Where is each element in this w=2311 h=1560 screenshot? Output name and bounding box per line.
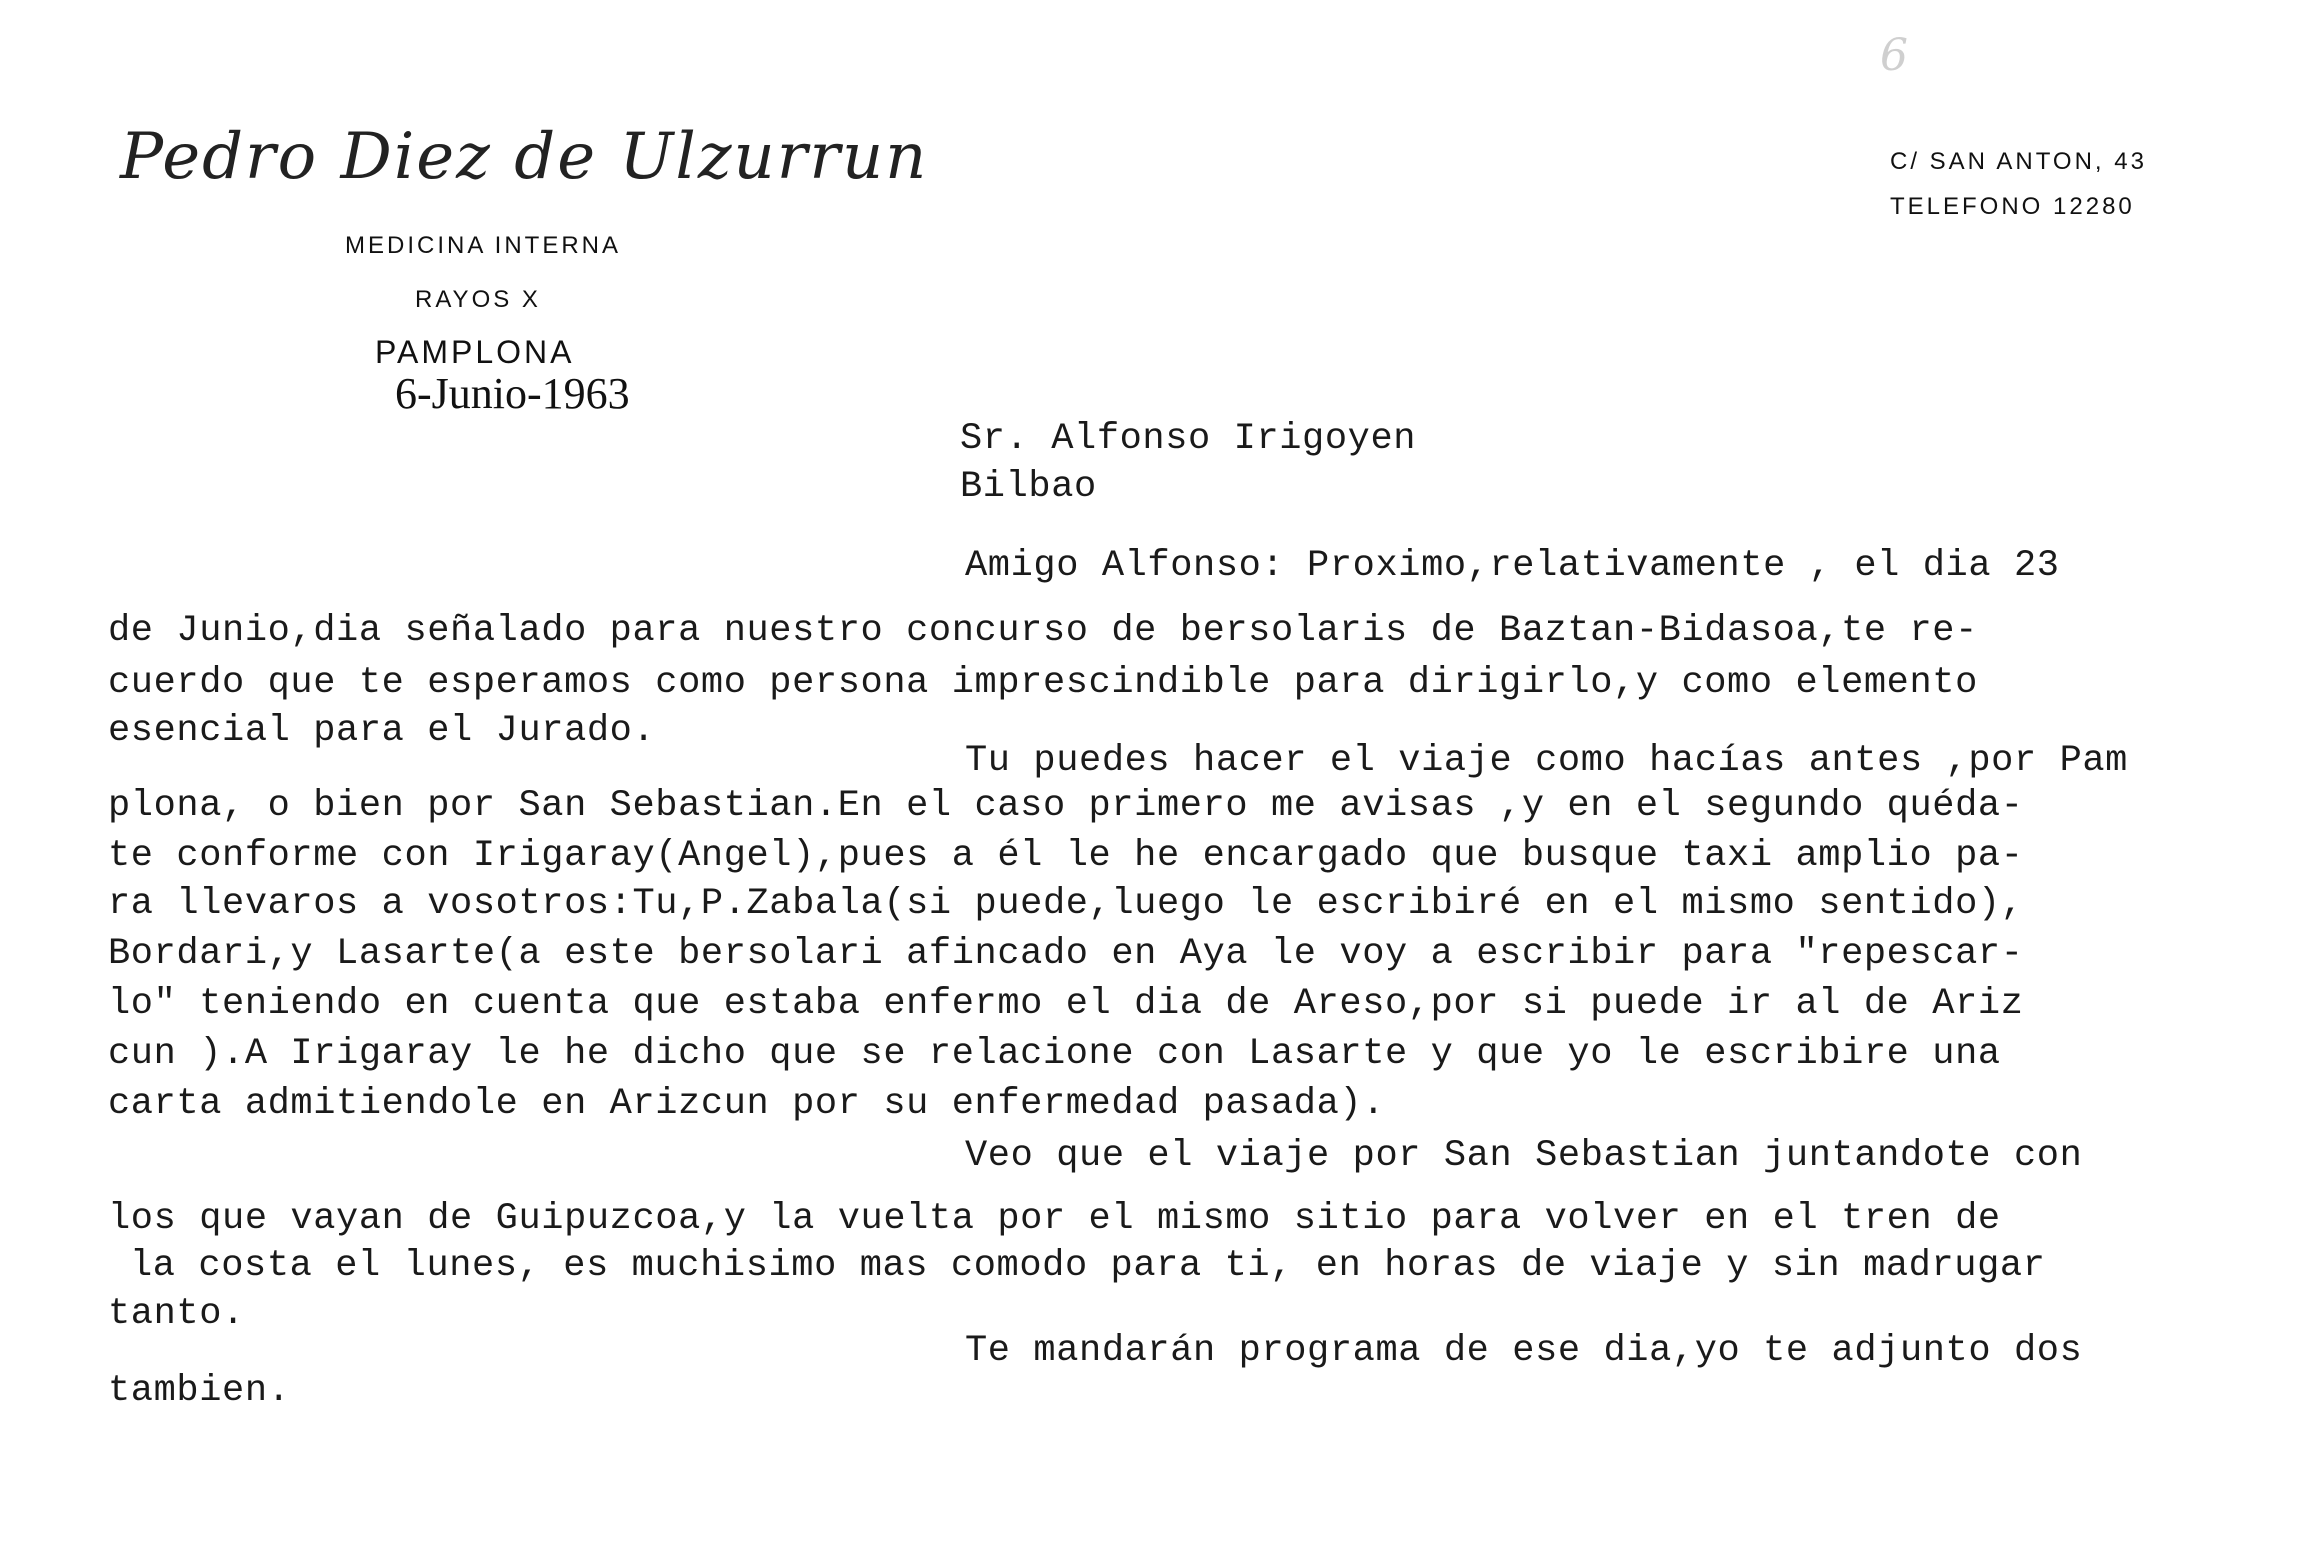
- recipient-city: Bilbao: [960, 466, 1097, 508]
- letterhead-service: RAYOS X: [415, 286, 541, 313]
- body-line: cuerdo que te esperamos como persona imprescindible para dirigirlo,y como elemento: [108, 662, 1978, 704]
- body-line: ra llevaros a vosotros:Tu,P.Zabala(si puede,luego le escribiré en el mismo sentido),: [108, 883, 2024, 925]
- body-line: tambien.: [108, 1370, 291, 1412]
- body-line: los que vayan de Guipuzcoa,y la vuelta por el mismo sitio para volver en el tren de: [108, 1198, 2001, 1240]
- letterhead-signature-name: Pedro Diez de Ulzurrun: [120, 120, 929, 194]
- body-line: lo" teniendo en cuenta que estaba enfermo el dia de Areso,por si puede ir al de Ariz: [108, 983, 2024, 1025]
- letterhead-city: PAMPLONA: [375, 334, 575, 370]
- body-line: plona, o bien por San Sebastian.En el caso primero me avisas ,y en el segundo quéda-: [108, 785, 2024, 827]
- body-line: esencial para el Jurado.: [108, 710, 656, 752]
- letter-date: 6-Junio-1963: [395, 369, 630, 418]
- body-line: Te mandarán programa de ese dia,yo te adjunto dos: [965, 1330, 2083, 1372]
- body-line: Tu puedes hacer el viaje como hacías antes ,por Pam: [965, 740, 2128, 782]
- body-line: la costa el lunes, es muchisimo mas comodo para ti, en horas de viaje y sin madrugar: [130, 1245, 2046, 1287]
- letterhead-specialty: MEDICINA INTERNA: [345, 232, 622, 259]
- body-line: de Junio,dia señalado para nuestro concurso de bersolaris de Baztan-Bidasoa,te re-: [108, 610, 1978, 652]
- body-line: tanto.: [108, 1293, 245, 1335]
- letterhead-phone: TELEFONO 12280: [1890, 193, 2135, 220]
- body-line: Bordari,y Lasarte(a este bersolari afincado en Aya le voy a escribir para "repescar-: [108, 933, 2024, 975]
- body-line: te conforme con Irigaray(Angel),pues a él le he encargado que busque taxi amplio pa-: [108, 835, 2024, 877]
- body-line: cun ).A Irigaray le he dicho que se relacione con Lasarte y que yo le escribire una: [108, 1033, 2001, 1075]
- body-line: Amigo Alfonso: Proximo,relativamente , el dia 23: [965, 545, 2060, 587]
- body-line: Veo que el viaje por San Sebastian juntandote con: [965, 1135, 2083, 1177]
- body-line: carta admitiendole en Arizcun por su enfermedad pasada).: [108, 1083, 1386, 1125]
- letterhead-address: C/ SAN ANTON, 43: [1890, 148, 2147, 175]
- archive-mark: 6: [1880, 30, 1908, 81]
- recipient-name: Sr. Alfonso Irigoyen: [960, 418, 1417, 460]
